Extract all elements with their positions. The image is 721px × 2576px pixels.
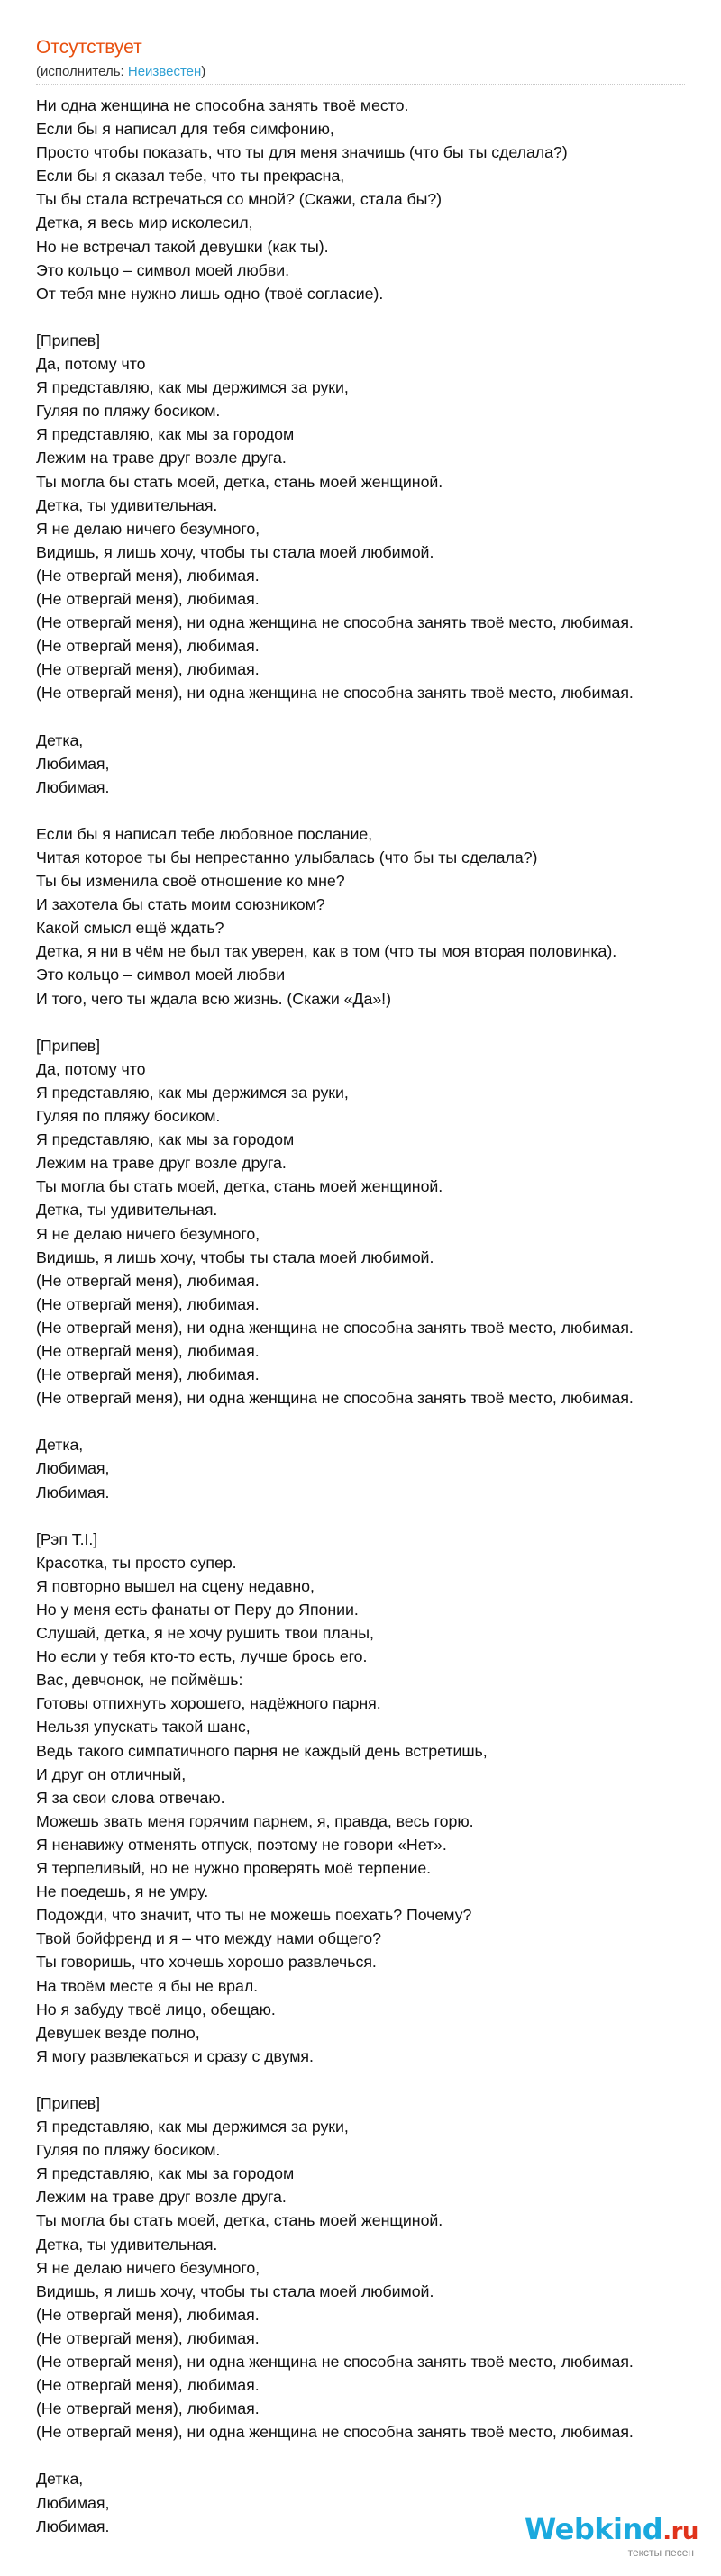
- lyric-line: (Не отвергай меня), любимая.: [36, 1365, 260, 1384]
- stanza-gap: [36, 1410, 721, 1433]
- lyric-line: (Не отвергай меня), любимая.: [36, 2399, 260, 2418]
- lyric-line: Видишь, я лишь хочу, чтобы ты стала моей любимой.: [36, 2281, 434, 2300]
- lyric-line: Видишь, я лишь хочу, чтобы ты стала моей любимой.: [36, 542, 434, 561]
- header-divider: [36, 84, 685, 85]
- lyric-line: [Припев]: [36, 331, 101, 349]
- lyric-line: Лежим на траве друг возле друга.: [36, 1154, 287, 1173]
- lyric-line: (Не отвергай меня), любимая.: [36, 589, 260, 608]
- lyric-line: Любимая.: [36, 1483, 110, 1501]
- stanza-gap: [36, 2068, 721, 2091]
- lyric-line: Ведь такого симпатичного парня не каждый день встретишь,: [36, 1741, 488, 1760]
- lyric-line: Любимая.: [36, 2517, 110, 2535]
- lyric-line: Ты бы стала встречаться со мной? (Скажи, стала бы?): [36, 190, 443, 209]
- lyric-line: [Припев]: [36, 2093, 101, 2112]
- lyric-line: Готовы отпихнуть хорошего, надёжного парня.: [36, 1694, 381, 1713]
- lyric-line: (Не отвергай меня), ни одна женщина не способна занять твоё место, любимая.: [36, 684, 634, 703]
- lyric-line: (Не отвергай меня), любимая.: [36, 2328, 260, 2347]
- lyric-line: Я представляю, как мы держимся за руки,: [36, 378, 349, 397]
- lyric-line: Лежим на траве друг возле друга.: [36, 449, 287, 467]
- lyric-line: (Не отвергай меня), любимая.: [36, 1294, 260, 1313]
- lyric-line: (Не отвергай меня), любимая.: [36, 566, 260, 585]
- lyric-line: Гуляя по пляжу босиком.: [36, 1107, 221, 1126]
- lyric-line: Просто чтобы показать, что ты для меня значишь (что бы ты сделала?): [36, 143, 568, 162]
- lyric-line: Я ненавижу отменять отпуск, поэтому не говори «Нет».: [36, 1835, 447, 1854]
- lyric-line: Я могу развлекаться и сразу с двумя.: [36, 2046, 314, 2065]
- performer-link[interactable]: Неизвестен: [127, 64, 202, 79]
- lyric-line: [Рэп T.I.]: [36, 1529, 98, 1548]
- lyric-line: Если бы я написал тебе любовное послание,: [36, 824, 373, 843]
- lyric-line: И захотела бы стать моим союзником?: [36, 895, 325, 914]
- lyric-line: Нельзя упускать такой шанс,: [36, 1718, 251, 1737]
- lyric-line: Слушай, детка, я не хочу рушить твои планы,: [36, 1624, 374, 1643]
- lyric-line: Любимая.: [36, 777, 110, 796]
- lyric-line: Я повторно вышел на сцену недавно,: [36, 1576, 315, 1595]
- lyric-line: Я представляю, как мы за городом: [36, 425, 295, 444]
- lyric-line: Да, потому что: [36, 1059, 146, 1078]
- lyric-line: Я за свои слова отвечаю.: [36, 1788, 225, 1807]
- lyric-line: Можешь звать меня горячим парнем, я, правда, весь горю.: [36, 1811, 474, 1830]
- lyric-line: Я не делаю ничего безумного,: [36, 1224, 260, 1243]
- lyric-line: Но у меня есть фанаты от Перу до Японии.: [36, 1601, 359, 1619]
- lyric-line: Подожди, что значит, что ты не можешь поехать? Почему?: [36, 1906, 472, 1925]
- lyric-line: Ты могла бы стать моей, детка, стань моей женщиной.: [36, 472, 443, 491]
- lyric-line: Если бы я написал для тебя симфонию,: [36, 120, 334, 139]
- lyric-line: Но если у тебя кто-то есть, лучше брось его.: [36, 1647, 368, 1666]
- stanza-gap: [36, 704, 721, 728]
- lyric-line: Детка, ты удивительная.: [36, 2235, 218, 2254]
- lyric-line: Ты говоришь, что хочешь хорошо развлечься.: [36, 1953, 377, 1972]
- lyric-line: (Не отвергай меня), ни одна женщина не способна занять твоё место, любимая.: [36, 1389, 634, 1408]
- performer-suffix: ): [201, 64, 206, 79]
- lyric-line: Гуляя по пляжу босиком.: [36, 402, 221, 421]
- lyric-line: Любимая,: [36, 754, 110, 773]
- lyric-line: Я не делаю ничего безумного,: [36, 519, 260, 538]
- lyric-line: Я представляю, как мы за городом: [36, 2164, 295, 2183]
- song-header: [36, 36, 703, 81]
- logo-wordmark: [525, 2513, 705, 2548]
- lyric-line: (Не отвергай меня), ни одна женщина не способна занять твоё место, любимая.: [36, 613, 634, 632]
- lyric-line: (Не отвергай меня), любимая.: [36, 1271, 260, 1290]
- lyric-line: Твой бойфренд и я – что между нами общего?: [36, 1929, 381, 1948]
- lyric-line: Детка, ты удивительная.: [36, 495, 218, 514]
- lyric-line: Лежим на траве друг возле друга.: [36, 2188, 287, 2207]
- site-logo[interactable]: [525, 2513, 705, 2567]
- lyric-line: Видишь, я лишь хочу, чтобы ты стала моей любимой.: [36, 1247, 434, 1266]
- lyric-line: Не поедешь, я не умру.: [36, 1882, 209, 1901]
- lyric-line: И того, чего ты ждала всю жизнь. (Скажи «Да»!): [36, 989, 391, 1008]
- lyric-line: Читая которое ты бы непрестанно улыбалась (что бы ты сделала?): [36, 848, 538, 866]
- logo-brand: Webkind: [525, 2512, 663, 2546]
- lyric-line: (Не отвергай меня), любимая.: [36, 660, 260, 679]
- lyrics-text: [36, 94, 721, 2538]
- lyric-line: На твоём месте я бы не врал.: [36, 1976, 259, 1995]
- lyric-line: Детка, я ни в чём не был так уверен, как в том (что ты моя вторая половинка).: [36, 942, 617, 961]
- logo-tld: .ru: [662, 2518, 698, 2545]
- lyric-line: Девушек везде полно,: [36, 2023, 200, 2042]
- stanza-gap: [36, 2444, 721, 2467]
- lyric-line: Ты бы изменила своё отношение ко мне?: [36, 872, 345, 891]
- stanza-gap: [36, 305, 721, 329]
- lyric-line: Ни одна женщина не способна занять твоё место.: [36, 96, 409, 114]
- lyric-line: Я представляю, как мы за городом: [36, 1130, 295, 1149]
- lyric-line: Ты могла бы стать моей, детка, стань моей женщиной.: [36, 1177, 443, 1196]
- stanza-gap: [36, 1504, 721, 1528]
- stanza-gap: [36, 799, 721, 822]
- lyric-line: (Не отвергай меня), любимая.: [36, 637, 260, 656]
- lyric-line: Детка, я весь мир исколесил,: [36, 213, 253, 232]
- lyric-line: Да, потому что: [36, 355, 146, 374]
- lyric-line: Я представляю, как мы держимся за руки,: [36, 2118, 349, 2136]
- lyric-line: [Припев]: [36, 1036, 101, 1055]
- lyric-line: Любимая,: [36, 2493, 110, 2512]
- performer-line: [36, 63, 703, 81]
- lyric-line: Детка,: [36, 1436, 84, 1455]
- lyric-line: И друг он отличный,: [36, 1764, 187, 1783]
- lyric-line: Гуляя по пляжу босиком.: [36, 2141, 221, 2160]
- song-title: Отсутствует: [36, 37, 142, 58]
- lyric-line: Детка, ты удивительная.: [36, 1201, 218, 1220]
- lyric-line: Я представляю, как мы держимся за руки,: [36, 1083, 349, 1102]
- lyric-line: Красотка, ты просто супер.: [36, 1553, 237, 1572]
- lyric-line: (Не отвергай меня), ни одна женщина не способна занять твоё место, любимая.: [36, 2353, 634, 2371]
- lyric-line: Это кольцо – символ моей любви: [36, 966, 286, 984]
- lyric-line: Но не встречал такой девушки (как ты).: [36, 237, 329, 256]
- lyric-line: Ты могла бы стать моей, детка, стань моей женщиной.: [36, 2211, 443, 2230]
- logo-tagline: тексты песен: [627, 2546, 694, 2559]
- performer-prefix: (исполнитель:: [36, 64, 128, 79]
- lyric-line: Детка,: [36, 2470, 84, 2489]
- lyric-line: Но я забуду твоё лицо, обещаю.: [36, 2000, 276, 2018]
- lyric-line: (Не отвергай меня), ни одна женщина не способна занять твоё место, любимая.: [36, 1318, 634, 1337]
- lyric-line: (Не отвергай меня), ни одна женщина не способна занять твоё место, любимая.: [36, 2423, 634, 2442]
- lyric-line: (Не отвергай меня), любимая.: [36, 2305, 260, 2324]
- lyric-line: (Не отвергай меня), любимая.: [36, 2376, 260, 2395]
- lyric-line: Это кольцо – символ моей любви.: [36, 260, 289, 279]
- lyric-line: (Не отвергай меня), любимая.: [36, 1341, 260, 1360]
- lyric-line: Если бы я сказал тебе, что ты прекрасна,: [36, 167, 345, 186]
- lyric-line: Я терпеливый, но не нужно проверять моё терпение.: [36, 1859, 432, 1878]
- lyric-line: Детка,: [36, 730, 84, 749]
- lyric-line: От тебя мне нужно лишь одно (твоё согласие).: [36, 284, 384, 303]
- lyric-line: Я не делаю ничего безумного,: [36, 2258, 260, 2277]
- lyric-line: Какой смысл ещё ждать?: [36, 919, 224, 938]
- stanza-gap: [36, 1011, 721, 1034]
- lyric-line: Вас, девчонок, не поймёшь:: [36, 1671, 243, 1690]
- lyric-line: Любимая,: [36, 1459, 110, 1478]
